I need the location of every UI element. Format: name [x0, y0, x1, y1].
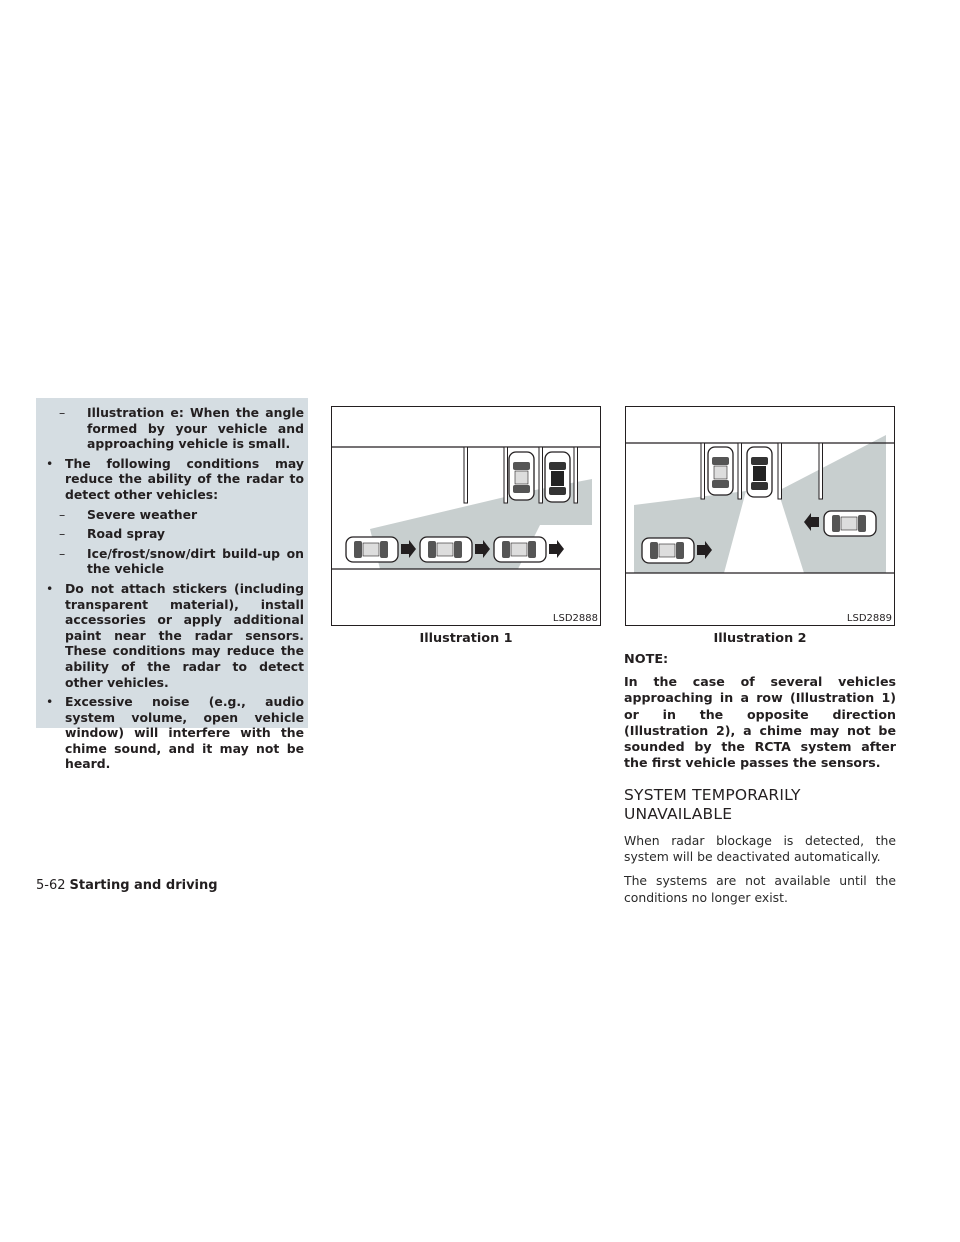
caution-box — [36, 398, 308, 772]
page-footer — [36, 878, 218, 893]
approaching-car-icon — [642, 538, 694, 563]
arrow-right-icon — [549, 540, 564, 558]
list-item — [55, 507, 304, 523]
list-item-text: Severe weather — [87, 506, 198, 522]
list-item-text: Ice/frost/snow/dirt build-up on the vehicle — [87, 545, 304, 577]
parked-car-icon — [708, 447, 733, 495]
list-item — [55, 526, 304, 542]
parking-post — [504, 447, 508, 503]
section-heading-line: SYSTEM TEMPORARILY — [624, 785, 801, 804]
list-item — [46, 694, 304, 772]
list-item — [46, 580, 304, 690]
parked-car-icon — [509, 452, 534, 500]
illustration-2-figure — [625, 406, 895, 626]
dash-marker: – — [59, 506, 66, 522]
own-car-icon — [747, 447, 772, 497]
paragraph: The systems are not available until the conditions no longer exist. — [624, 873, 896, 905]
parking-post — [819, 443, 823, 499]
section-heading-line: UNAVAILABLE — [624, 805, 733, 824]
figure-caption: Illustration 2 — [713, 631, 807, 646]
illustration-1-figure — [331, 406, 601, 626]
parking-diagram-2 — [626, 407, 894, 625]
dash-marker: – — [59, 405, 66, 420]
list-item — [55, 546, 304, 577]
paragraph: When radar blockage is detected, the system will be deactivated automatically. — [624, 832, 896, 865]
dash-marker: – — [59, 545, 66, 561]
list-item-text: Do not attach stickers (including transparent material), install accessories or apply additional paint near the radar sensors. These conditions may reduce the ability of the radar to detect other vehicles. — [65, 580, 304, 690]
parking-diagram-1 — [332, 407, 600, 625]
list-item-text: The following conditions may reduce the ability of the radar to detect other vehicles: — [65, 455, 304, 502]
bullet-marker: • — [46, 694, 54, 710]
section-heading — [624, 786, 896, 825]
radar-zone — [778, 435, 886, 573]
bullet-marker: • — [46, 580, 54, 596]
approaching-car-icon — [420, 537, 472, 562]
parking-post — [738, 443, 742, 499]
chapter-title: Starting and driving — [69, 878, 218, 893]
page-number: 5-62 — [36, 878, 66, 893]
parking-post — [464, 447, 468, 503]
parking-post — [539, 447, 543, 503]
approaching-car-icon — [494, 537, 546, 562]
figure-caption: Illustration 1 — [419, 631, 513, 646]
dash-marker: – — [59, 526, 66, 542]
approaching-car-icon — [346, 537, 398, 562]
note-title: NOTE: — [624, 652, 669, 667]
figure-code: LSD2888 — [552, 613, 598, 624]
list-item-text: Excessive noise (e.g., audio system volume, open vehicle window) will interfere with the chime sound, and it may not be heard. — [65, 694, 304, 772]
parking-post — [701, 443, 705, 499]
approaching-car-icon — [824, 511, 876, 536]
figure-code: LSD2889 — [846, 613, 892, 624]
parking-post — [574, 447, 578, 503]
list-item-text: Road spray — [87, 526, 166, 542]
bullet-marker: • — [46, 455, 54, 471]
note-body: In the case of several vehicles approaching in a row (Illustration 1) or in the opposite direction (Illustration 2), a chime may not be sounded by the RCTA system after the first vehicle passes the sensors. — [624, 674, 896, 771]
parking-post — [778, 443, 782, 499]
list-item — [46, 455, 304, 503]
right-column — [624, 652, 896, 914]
list-item-text: Illustration e: When the angle formed by your vehicle and approaching vehicle is small. — [87, 405, 304, 452]
own-car-icon — [545, 452, 570, 502]
list-item — [55, 405, 304, 452]
